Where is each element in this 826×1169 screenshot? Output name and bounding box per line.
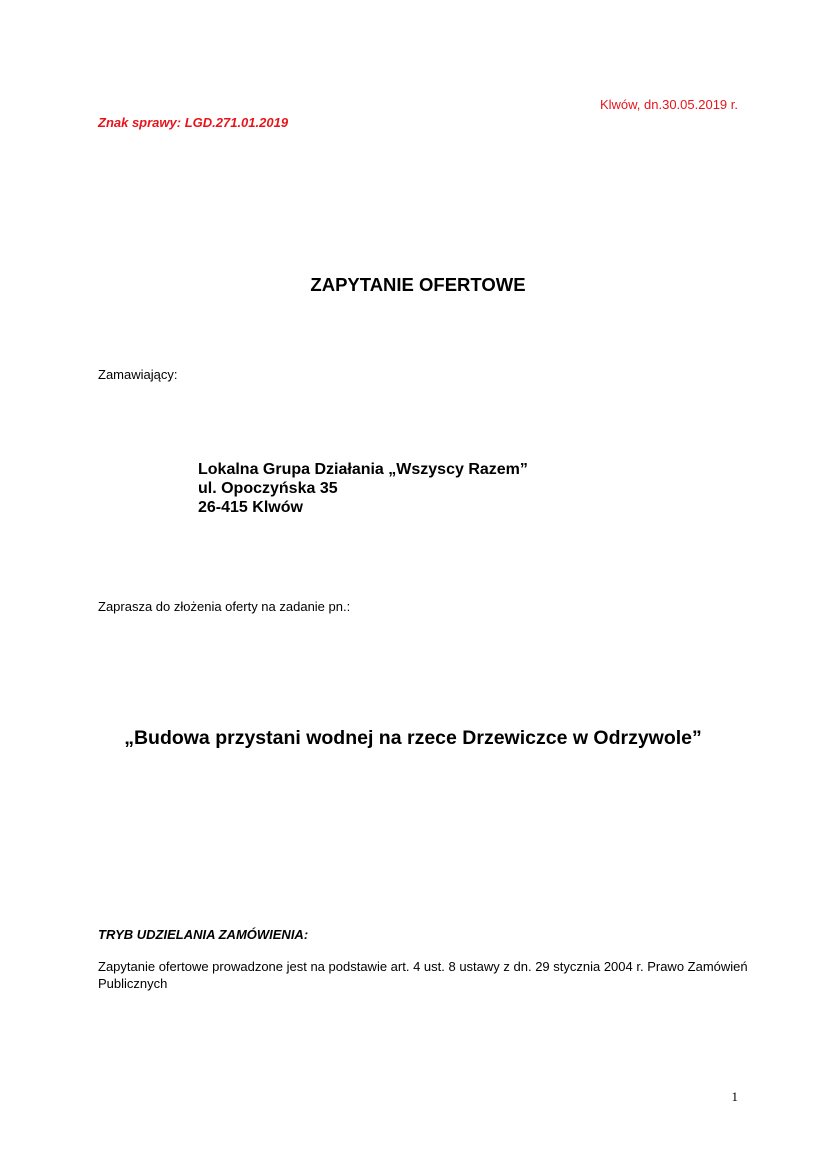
page-number: 1 [731, 1089, 738, 1104]
orderer-label: Zamawiający: [98, 367, 178, 382]
document-date: Klwów, dn.30.05.2019 r. [599, 97, 738, 112]
case-reference: Znak sprawy: LGD.271.01.2019 [98, 115, 289, 130]
orderer-city: 26-415 Klwów [198, 499, 303, 516]
document-title: ZAPYTANIE OFERTOWE [310, 274, 526, 295]
invitation-text: Zaprasza do złożenia oferty na zadanie pn.: [98, 599, 351, 614]
procurement-mode-text: Zapytanie ofertowe prowadzone jest na podstawie art. 4 ust. 8 ustawy z dn. 29 stycznia 2004 r. Prawo Zamówień Publicznych [98, 959, 748, 991]
orderer-name: Lokalna Grupa Działania „Wszyscy Razem” [198, 461, 528, 478]
task-title: „Budowa przystani wodnej na rzece Drzewiczce w Odrzywole” [124, 727, 702, 749]
procurement-mode-heading: TRYB UDZIELANIA ZAMÓWIENIA: [98, 927, 309, 942]
orderer-address-block [198, 460, 528, 517]
orderer-street: ul. Opoczyńska 35 [198, 480, 338, 497]
